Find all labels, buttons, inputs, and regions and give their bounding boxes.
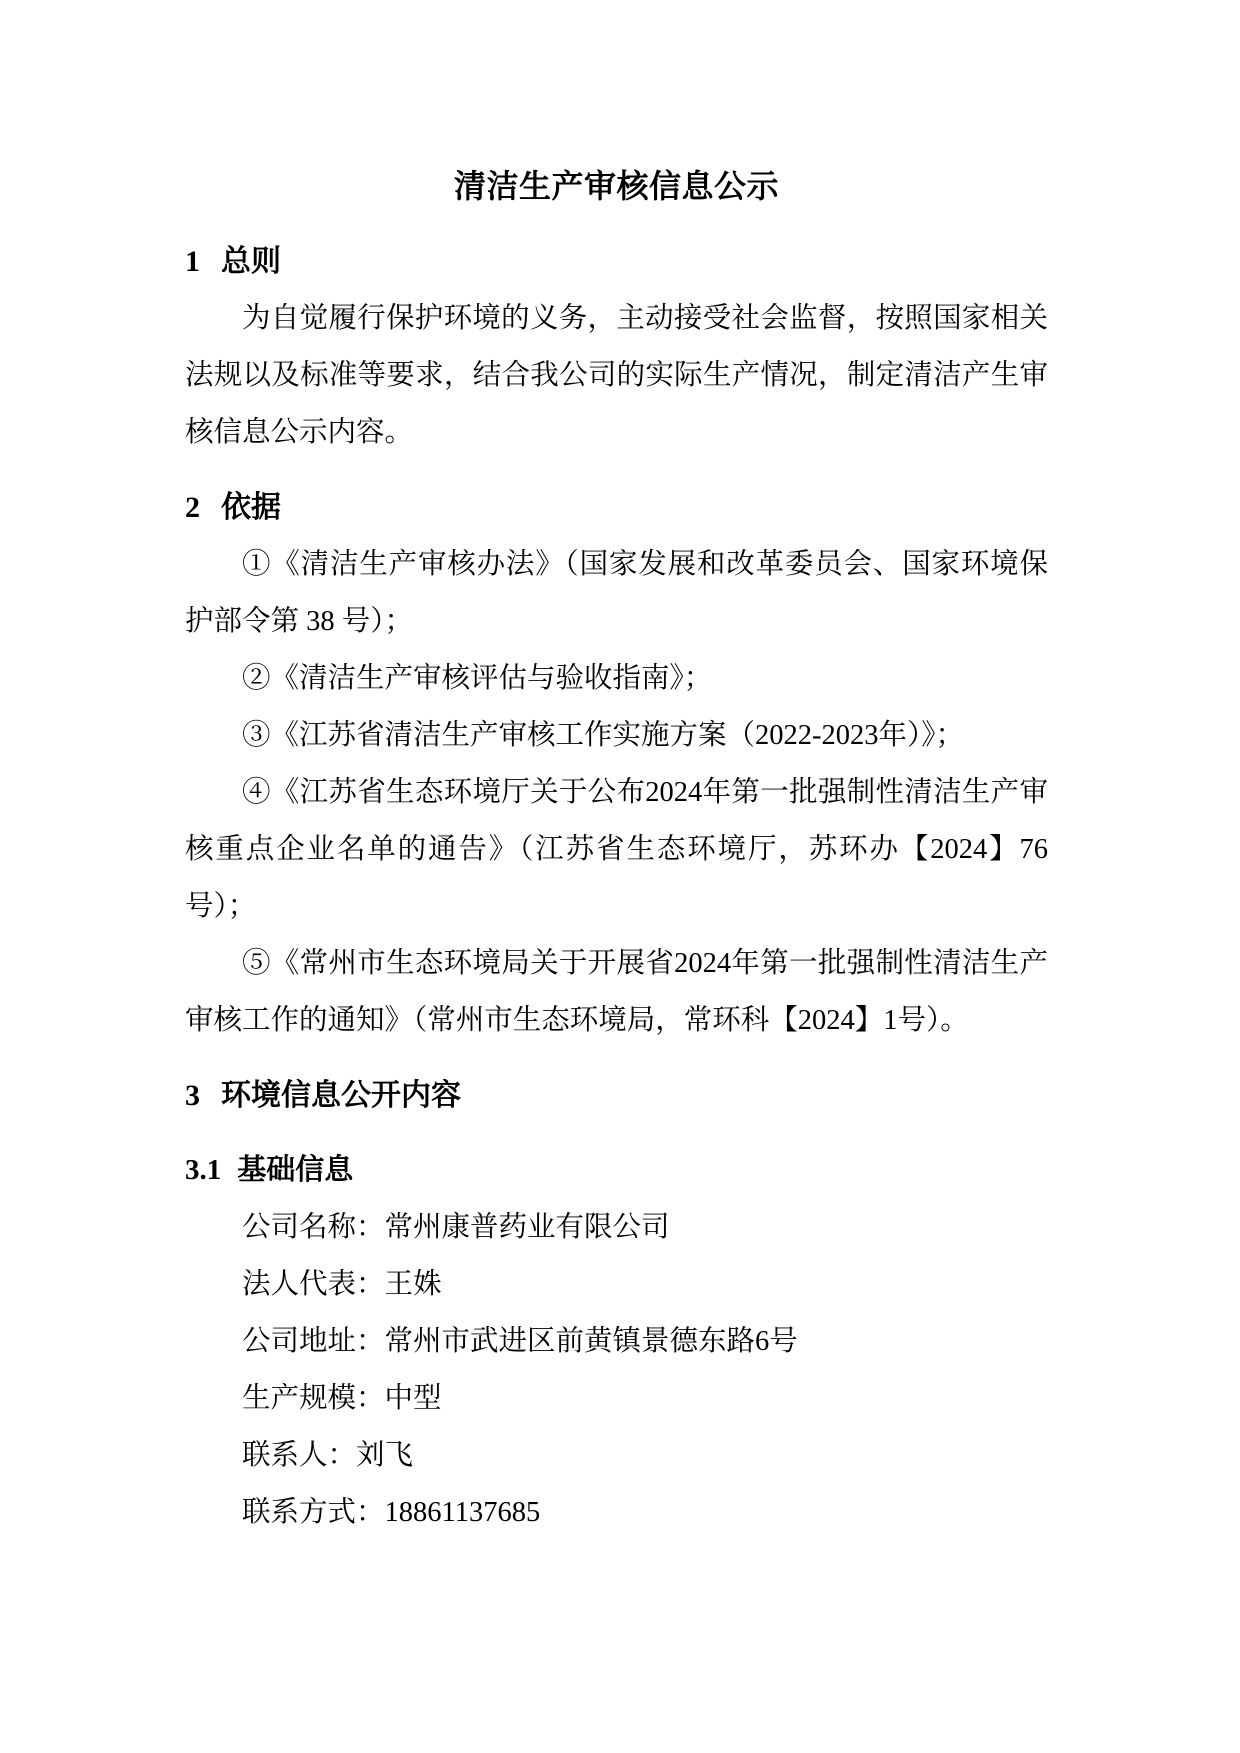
info-field-legal-representative — [185, 1256, 1048, 1313]
section-3-heading — [185, 1067, 1048, 1124]
info-field-contact-person — [185, 1427, 1048, 1484]
section-3-title: 环境信息公开内容 — [221, 1079, 461, 1112]
field-value: 刘飞 — [356, 1440, 414, 1471]
list-item-3: ③《江苏省清洁生产审核工作实施方案（2022-2023年）》； — [242, 720, 964, 751]
field-value: 王姝 — [384, 1269, 442, 1300]
field-label: 联系人： — [242, 1440, 357, 1471]
document-title: 清洁生产审核信息公示 — [453, 168, 779, 204]
info-field-contact-phone — [185, 1484, 1048, 1541]
list-item-4: ④《江苏省生态环境厅关于公布2024年第一批强制性清洁生产审核重点企业名单的通告》（江苏省生态环境厅，苏环办【2024】76号）； — [185, 777, 1048, 922]
field-label: 法人代表： — [242, 1269, 385, 1300]
list-item-2: ②《清洁生产审核评估与验收指南》； — [242, 663, 713, 694]
field-value: 中型 — [384, 1383, 442, 1414]
field-value: 常州康普药业有限公司 — [384, 1212, 670, 1243]
subsection-3-1-title: 基础信息 — [237, 1154, 354, 1186]
field-value: 常州市武进区前黄镇景德东路6号 — [384, 1326, 798, 1357]
section-1-title: 总则 — [221, 245, 281, 278]
field-value: 18861137685 — [384, 1497, 541, 1528]
field-label: 公司名称： — [242, 1212, 385, 1243]
field-label: 生产规模： — [242, 1383, 385, 1414]
field-label: 联系方式： — [242, 1497, 385, 1528]
subsection-3-1-heading — [185, 1142, 1048, 1199]
section-3-number: 3 — [185, 1079, 200, 1112]
info-field-company-address — [185, 1313, 1048, 1370]
section-2-title: 依据 — [221, 491, 281, 524]
section-2-number: 2 — [185, 491, 200, 524]
section-1-paragraph: 为自觉履行保护环境的义务，主动接受社会监督，按照国家相关法规以及标准等要求，结合我公司的实际生产情况，制定清洁产生审核信息公示内容。 — [185, 303, 1048, 448]
info-field-company-name — [185, 1199, 1048, 1256]
list-item-1: ①《清洁生产审核办法》（国家发展和改革委员会、国家环境保护部令第 38 号）； — [185, 549, 1048, 637]
section-2-heading — [185, 479, 1048, 536]
section-1-number: 1 — [185, 245, 200, 278]
field-label: 公司地址： — [242, 1326, 385, 1357]
subsection-3-1-number: 3.1 — [185, 1154, 222, 1186]
section-1-heading — [185, 233, 1048, 290]
info-field-production-scale — [185, 1370, 1048, 1427]
list-item-5: ⑤《常州市生态环境局关于开展省2024年第一批强制性清洁生产审核工作的通知》（常州市生态环境局，常环科【2024】1号）。 — [185, 948, 1048, 1036]
